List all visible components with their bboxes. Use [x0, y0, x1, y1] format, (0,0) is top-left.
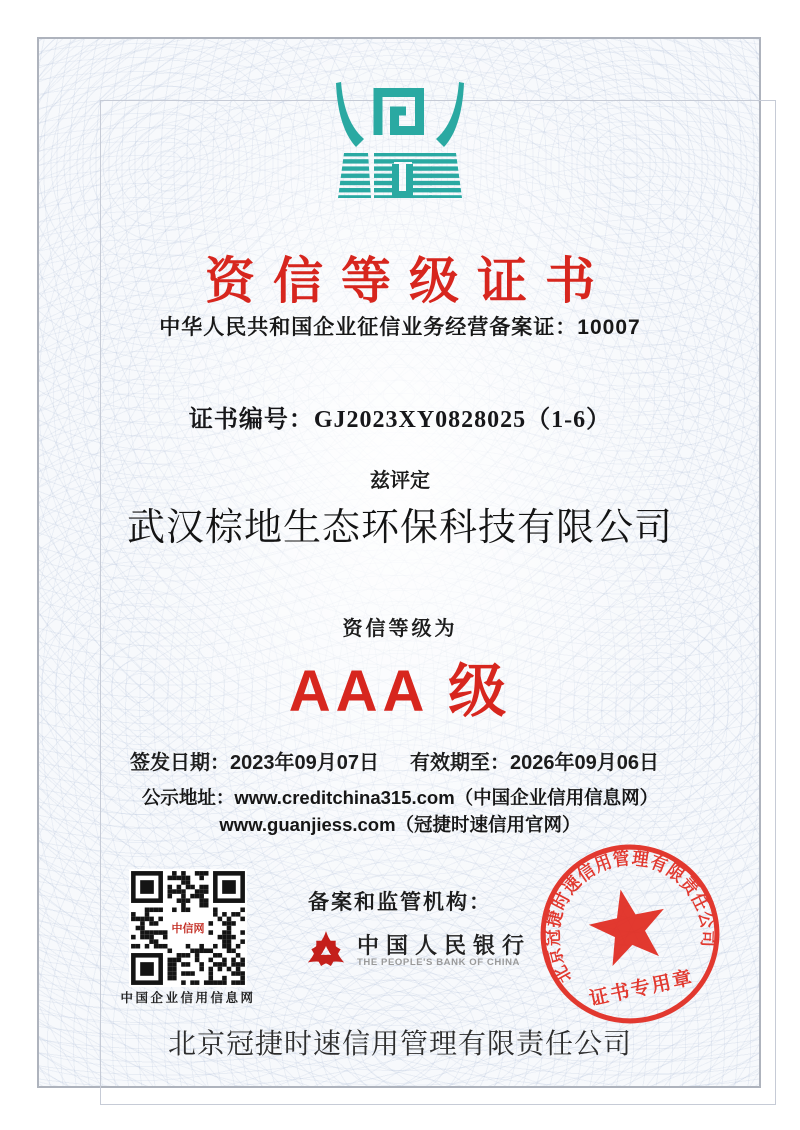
certificate-seal: [516, 820, 744, 1048]
issue-date: 签发日期：2023年09月07日: [130, 752, 379, 774]
publicity-url-line1: 公示地址：www.creditchina315.com（中国企业信用信息网）: [141, 787, 659, 808]
seal-star-icon: [583, 882, 673, 970]
pboc-name-en: THE PEOPLE'S BANK OF CHINA: [356, 957, 521, 969]
qr-code: [129, 869, 247, 987]
pboc-name-cn: 中国人民银行: [356, 932, 532, 958]
certificate-number: 证书编号：GJ2023XY0828025（1-6）: [188, 407, 612, 433]
rated-company-name: 武汉棕地生态环保科技有限公司: [126, 507, 673, 549]
certificate-title: 资信等级证书: [205, 253, 613, 309]
regulator-label: 备案和监管机构：: [308, 890, 492, 914]
pboc-logo-block: [305, 928, 531, 974]
pboc-emblem-icon: [305, 928, 347, 974]
seal-ring-text: 北京冠捷时速信用管理有限责任公司: [542, 848, 719, 987]
seal-bottom-text: 证书专用章: [587, 967, 696, 1011]
publicity-url-line2: www.guanjiess.com（冠捷时速信用官网）: [219, 814, 581, 835]
qr-caption: 中国企业信用信息网: [120, 991, 256, 1005]
hereby-label: 兹评定: [370, 470, 430, 492]
rating-label: 资信等级为: [342, 618, 458, 640]
valid-until-date: 有效期至：2026年09月06日: [410, 752, 659, 774]
issuer-company-name: 北京冠捷时速信用管理有限责任公司: [167, 1028, 632, 1059]
qr-center-text: 中信网: [170, 919, 207, 937]
rating-value: AAA 级: [288, 659, 512, 724]
filing-number-line: 中华人民共和国企业征信业务经营备案证：10007: [159, 316, 641, 339]
issuer-logo-icon: [334, 80, 466, 202]
